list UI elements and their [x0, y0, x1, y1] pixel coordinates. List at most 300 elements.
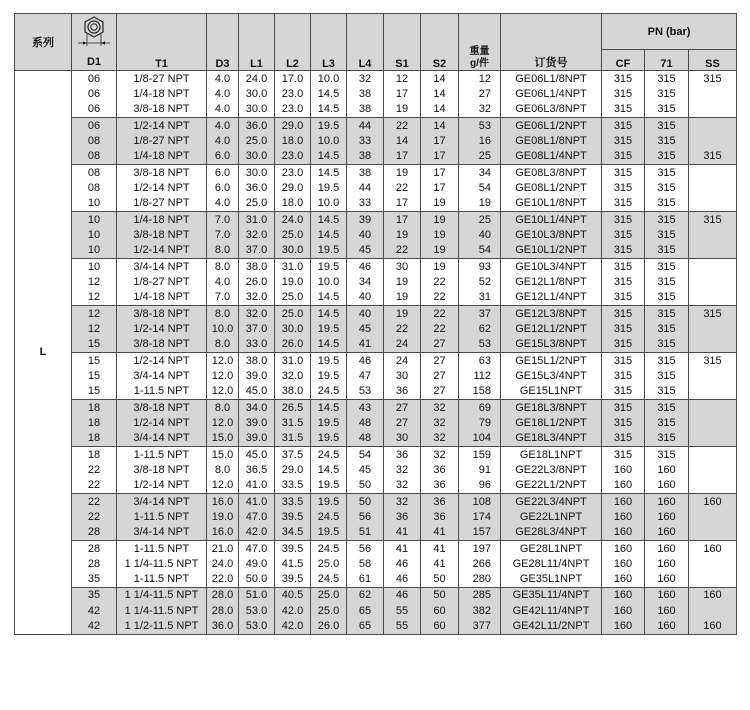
cell-pn-cf: 315 [602, 243, 645, 259]
table-row [15, 337, 737, 353]
cell-t1: 1/2-14 NPT [117, 180, 207, 195]
header-l4: L4 [347, 14, 384, 71]
table-row [15, 227, 737, 242]
cell-d3: 8.0 [207, 462, 239, 477]
cell-pn-71: 315 [645, 227, 689, 242]
cell-t1: 1-11.5 NPT [117, 509, 207, 524]
cell-order-number: GE42L11/4NPT [501, 603, 602, 618]
table-row [15, 368, 737, 383]
cell-weight: 53 [459, 117, 501, 133]
cell-order-number: GE08L1/4NPT [501, 149, 602, 165]
cell-s2: 41 [421, 525, 459, 541]
cell-l4: 38 [347, 102, 384, 118]
cell-weight: 108 [459, 493, 501, 509]
cell-pn-ss [689, 227, 737, 242]
cell-d3: 8.0 [207, 399, 239, 415]
table-row [15, 399, 737, 415]
cell-pn-cf: 315 [602, 290, 645, 306]
cell-l1: 24.0 [239, 71, 275, 87]
cell-l3: 19.5 [311, 493, 347, 509]
header-s1: S1 [384, 14, 421, 71]
cell-pn-71: 315 [645, 133, 689, 148]
cell-t1: 1/2-14 NPT [117, 352, 207, 368]
cell-weight: 19 [459, 196, 501, 212]
header-order-number: 订货号 [501, 14, 602, 71]
cell-l4: 45 [347, 321, 384, 336]
cell-l1: 25.0 [239, 133, 275, 148]
cell-s1: 32 [384, 493, 421, 509]
cell-s1: 19 [384, 227, 421, 242]
header-d3: D3 [207, 14, 239, 71]
cell-l2: 41.5 [275, 556, 311, 571]
cell-l4: 54 [347, 446, 384, 462]
cell-l4: 41 [347, 337, 384, 353]
cell-s2: 22 [421, 274, 459, 289]
cell-s2: 19 [421, 211, 459, 227]
cell-pn-71: 315 [645, 274, 689, 289]
cell-d3: 12.0 [207, 415, 239, 430]
cell-pn-71: 160 [645, 587, 689, 603]
cell-d3: 7.0 [207, 227, 239, 242]
cell-l4: 58 [347, 556, 384, 571]
cell-l3: 19.5 [311, 415, 347, 430]
cell-pn-ss: 315 [689, 71, 737, 87]
cell-pn-ss [689, 86, 737, 101]
cell-pn-ss [689, 446, 737, 462]
cell-l2: 42.0 [275, 603, 311, 618]
cell-weight: 54 [459, 180, 501, 195]
cell-weight: 16 [459, 133, 501, 148]
cell-s1: 22 [384, 243, 421, 259]
cell-order-number: GE08L1/8NPT [501, 133, 602, 148]
cell-l4: 43 [347, 399, 384, 415]
cell-l2: 18.0 [275, 196, 311, 212]
cell-t1: 1/4-18 NPT [117, 211, 207, 227]
table-row [15, 86, 737, 101]
cell-pn-ss [689, 196, 737, 212]
header-series: 系列 [15, 14, 72, 71]
cell-s2: 19 [421, 258, 459, 274]
cell-pn-cf: 160 [602, 618, 645, 634]
cell-pn-cf: 160 [602, 540, 645, 556]
cell-d1: 15 [72, 352, 117, 368]
cell-s1: 27 [384, 415, 421, 430]
cell-d1: 15 [72, 384, 117, 400]
cell-s1: 17 [384, 149, 421, 165]
cell-l1: 34.0 [239, 399, 275, 415]
cell-t1: 3/8-18 NPT [117, 102, 207, 118]
cell-l4: 65 [347, 618, 384, 634]
cell-l1: 37.0 [239, 321, 275, 336]
cell-s2: 19 [421, 196, 459, 212]
cell-d1: 12 [72, 274, 117, 289]
cell-pn-71: 160 [645, 618, 689, 634]
cell-t1: 1/8-27 NPT [117, 274, 207, 289]
cell-l1: 45.0 [239, 446, 275, 462]
cell-s1: 30 [384, 258, 421, 274]
cell-t1: 1-11.5 NPT [117, 384, 207, 400]
cell-t1: 3/8-18 NPT [117, 164, 207, 180]
cell-t1: 3/4-14 NPT [117, 431, 207, 447]
cell-l2: 30.0 [275, 243, 311, 259]
cell-s1: 46 [384, 556, 421, 571]
cell-l2: 38.0 [275, 384, 311, 400]
cell-pn-71: 160 [645, 540, 689, 556]
cell-pn-71: 160 [645, 478, 689, 494]
cell-d1: 08 [72, 149, 117, 165]
cell-l1: 25.0 [239, 196, 275, 212]
cell-s2: 14 [421, 102, 459, 118]
cell-s2: 17 [421, 149, 459, 165]
cell-l1: 36.0 [239, 180, 275, 195]
cell-order-number: GE42L11/2NPT [501, 618, 602, 634]
cell-d3: 7.0 [207, 211, 239, 227]
cell-d1: 18 [72, 431, 117, 447]
cell-pn-ss [689, 243, 737, 259]
header-l1: L1 [239, 14, 275, 71]
cell-weight: 31 [459, 290, 501, 306]
cell-l4: 62 [347, 587, 384, 603]
cell-order-number: GE15L1/2NPT [501, 352, 602, 368]
cell-pn-71: 160 [645, 556, 689, 571]
cell-pn-cf: 160 [602, 572, 645, 588]
cell-l4: 33 [347, 196, 384, 212]
cell-l2: 23.0 [275, 102, 311, 118]
cell-l1: 39.0 [239, 415, 275, 430]
cell-s1: 36 [384, 384, 421, 400]
header-l2: L2 [275, 14, 311, 71]
cell-l4: 61 [347, 572, 384, 588]
cell-pn-71: 315 [645, 71, 689, 87]
cell-order-number: GE10L3/4NPT [501, 258, 602, 274]
cell-l3: 19.5 [311, 180, 347, 195]
cell-order-number: GE12L1/8NPT [501, 274, 602, 289]
cell-d1: 42 [72, 603, 117, 618]
cell-l4: 56 [347, 540, 384, 556]
cell-s1: 24 [384, 352, 421, 368]
cell-l3: 14.5 [311, 337, 347, 353]
cell-l3: 14.5 [311, 399, 347, 415]
cell-pn-ss [689, 415, 737, 430]
cell-l3: 26.0 [311, 618, 347, 634]
cell-s1: 14 [384, 133, 421, 148]
table-row [15, 71, 737, 87]
cell-d1: 18 [72, 415, 117, 430]
cell-l1: 32.0 [239, 290, 275, 306]
cell-weight: 158 [459, 384, 501, 400]
cell-s2: 41 [421, 540, 459, 556]
cell-d3: 12.0 [207, 478, 239, 494]
cell-pn-ss [689, 321, 737, 336]
cell-weight: 69 [459, 399, 501, 415]
cell-l2: 25.0 [275, 227, 311, 242]
table-row [15, 572, 737, 588]
cell-l1: 49.0 [239, 556, 275, 571]
cell-pn-cf: 315 [602, 117, 645, 133]
cell-t1: 1/8-27 NPT [117, 196, 207, 212]
table-row [15, 431, 737, 447]
cell-weight: 37 [459, 305, 501, 321]
cell-l2: 25.0 [275, 290, 311, 306]
cell-t1: 1/2-14 NPT [117, 117, 207, 133]
cell-t1: 1/4-18 NPT [117, 149, 207, 165]
cell-l1: 45.0 [239, 384, 275, 400]
cell-d1: 06 [72, 86, 117, 101]
cell-l3: 25.0 [311, 587, 347, 603]
cell-l1: 37.0 [239, 243, 275, 259]
cell-s2: 17 [421, 133, 459, 148]
cell-pn-71: 160 [645, 509, 689, 524]
cell-l2: 31.5 [275, 415, 311, 430]
cell-l2: 23.0 [275, 149, 311, 165]
cell-weight: 40 [459, 227, 501, 242]
cell-l3: 24.5 [311, 572, 347, 588]
cell-l4: 32 [347, 71, 384, 87]
cell-order-number: GE12L1/2NPT [501, 321, 602, 336]
cell-s2: 19 [421, 243, 459, 259]
cell-l3: 14.5 [311, 462, 347, 477]
cell-d3: 4.0 [207, 86, 239, 101]
cell-s2: 22 [421, 305, 459, 321]
cell-order-number: GE28L3/4NPT [501, 525, 602, 541]
cell-pn-71: 160 [645, 493, 689, 509]
cell-l4: 40 [347, 227, 384, 242]
cell-l2: 26.5 [275, 399, 311, 415]
cell-s1: 22 [384, 180, 421, 195]
cell-l1: 38.0 [239, 258, 275, 274]
cell-pn-71: 160 [645, 525, 689, 541]
cell-l3: 25.0 [311, 556, 347, 571]
table-row [15, 540, 737, 556]
cell-order-number: GE22L1NPT [501, 509, 602, 524]
table-row [15, 446, 737, 462]
cell-pn-ss [689, 290, 737, 306]
cell-weight: 174 [459, 509, 501, 524]
cell-d1: 06 [72, 71, 117, 87]
cell-l3: 14.5 [311, 149, 347, 165]
cell-l3: 10.0 [311, 71, 347, 87]
cell-pn-71: 315 [645, 321, 689, 336]
cell-weight: 157 [459, 525, 501, 541]
cell-t1: 1 1/2-11.5 NPT [117, 618, 207, 634]
cell-order-number: GE06L3/8NPT [501, 102, 602, 118]
cell-l1: 30.0 [239, 86, 275, 101]
cell-l2: 29.0 [275, 117, 311, 133]
table-row [15, 211, 737, 227]
cell-l2: 39.5 [275, 572, 311, 588]
cell-pn-ss: 315 [689, 149, 737, 165]
cell-pn-ss [689, 368, 737, 383]
table-row [15, 305, 737, 321]
cell-t1: 1-11.5 NPT [117, 540, 207, 556]
cell-d1: 22 [72, 509, 117, 524]
cell-pn-cf: 315 [602, 211, 645, 227]
cell-s1: 22 [384, 117, 421, 133]
cell-weight: 53 [459, 337, 501, 353]
cell-pn-71: 315 [645, 305, 689, 321]
cell-s2: 41 [421, 556, 459, 571]
cell-l2: 23.0 [275, 164, 311, 180]
cell-pn-cf: 315 [602, 133, 645, 148]
header-t1: T1 [117, 14, 207, 71]
cell-l2: 18.0 [275, 133, 311, 148]
cell-l1: 53.0 [239, 618, 275, 634]
cell-pn-cf: 315 [602, 368, 645, 383]
cell-d3: 28.0 [207, 587, 239, 603]
table-row [15, 133, 737, 148]
cell-pn-71: 315 [645, 446, 689, 462]
cell-l2: 31.0 [275, 352, 311, 368]
cell-s1: 46 [384, 587, 421, 603]
cell-l4: 33 [347, 133, 384, 148]
cell-pn-cf: 315 [602, 258, 645, 274]
cell-l1: 47.0 [239, 509, 275, 524]
header-d1: D1 [72, 53, 117, 71]
cell-d3: 8.0 [207, 243, 239, 259]
cell-l1: 47.0 [239, 540, 275, 556]
table-row [15, 603, 737, 618]
cell-d3: 28.0 [207, 603, 239, 618]
cell-pn-ss [689, 556, 737, 571]
cell-s1: 19 [384, 164, 421, 180]
table-row [15, 618, 737, 634]
cell-weight: 285 [459, 587, 501, 603]
cell-t1: 1/4-18 NPT [117, 86, 207, 101]
cell-s2: 14 [421, 86, 459, 101]
cell-pn-71: 315 [645, 149, 689, 165]
cell-l2: 17.0 [275, 71, 311, 87]
cell-l3: 14.5 [311, 102, 347, 118]
header-pn-ss: SS [689, 50, 737, 71]
cell-l4: 45 [347, 243, 384, 259]
cell-s2: 50 [421, 572, 459, 588]
cell-d1: 15 [72, 368, 117, 383]
cell-pn-cf: 315 [602, 164, 645, 180]
header-weight [459, 14, 501, 71]
cell-l2: 24.0 [275, 211, 311, 227]
cell-s1: 24 [384, 337, 421, 353]
cell-pn-cf: 315 [602, 274, 645, 289]
cell-s2: 32 [421, 446, 459, 462]
cell-d1: 18 [72, 399, 117, 415]
cell-d3: 15.0 [207, 446, 239, 462]
cell-order-number: GE10L1/4NPT [501, 211, 602, 227]
fitting-spec-table [14, 13, 737, 635]
header-pn-bar: PN (bar) [602, 14, 737, 50]
table-row [15, 478, 737, 494]
cell-order-number: GE08L1/2NPT [501, 180, 602, 195]
cell-s1: 30 [384, 431, 421, 447]
cell-l3: 14.5 [311, 211, 347, 227]
cell-weight: 62 [459, 321, 501, 336]
cell-l2: 34.5 [275, 525, 311, 541]
cell-t1: 1-11.5 NPT [117, 446, 207, 462]
cell-pn-cf: 315 [602, 86, 645, 101]
cell-d3: 4.0 [207, 274, 239, 289]
cell-weight: 96 [459, 478, 501, 494]
cell-pn-cf: 315 [602, 352, 645, 368]
cell-d3: 4.0 [207, 133, 239, 148]
table-row [15, 493, 737, 509]
cell-l4: 34 [347, 274, 384, 289]
cell-pn-ss [689, 399, 737, 415]
cell-d3: 8.0 [207, 258, 239, 274]
cell-d3: 4.0 [207, 102, 239, 118]
spec-table-body [15, 71, 737, 635]
cell-l1: 38.0 [239, 352, 275, 368]
cell-l1: 30.0 [239, 164, 275, 180]
cell-order-number: GE22L3/8NPT [501, 462, 602, 477]
cell-d1: 08 [72, 133, 117, 148]
cell-pn-cf: 315 [602, 415, 645, 430]
cell-d1: 12 [72, 321, 117, 336]
cell-pn-cf: 315 [602, 399, 645, 415]
cell-pn-cf: 160 [602, 556, 645, 571]
cell-weight: 25 [459, 211, 501, 227]
cell-d3: 19.0 [207, 509, 239, 524]
table-row [15, 164, 737, 180]
cell-s2: 22 [421, 321, 459, 336]
cell-pn-71: 315 [645, 352, 689, 368]
cell-l2: 40.5 [275, 587, 311, 603]
cell-d3: 8.0 [207, 337, 239, 353]
cell-s2: 36 [421, 509, 459, 524]
cell-d1: 22 [72, 493, 117, 509]
cell-d1: 12 [72, 305, 117, 321]
cell-s2: 27 [421, 368, 459, 383]
cell-d3: 6.0 [207, 149, 239, 165]
table-row [15, 352, 737, 368]
cell-l2: 31.0 [275, 258, 311, 274]
cell-d3: 22.0 [207, 572, 239, 588]
cell-l3: 24.5 [311, 540, 347, 556]
cell-d3: 16.0 [207, 493, 239, 509]
cell-order-number: GE10L3/8NPT [501, 227, 602, 242]
cell-l1: 26.0 [239, 274, 275, 289]
cell-t1: 3/8-18 NPT [117, 337, 207, 353]
cell-l4: 65 [347, 603, 384, 618]
table-row [15, 509, 737, 524]
cell-s2: 32 [421, 431, 459, 447]
cell-weight: 12 [459, 71, 501, 87]
cell-s1: 36 [384, 509, 421, 524]
cell-s1: 19 [384, 290, 421, 306]
cell-s2: 27 [421, 337, 459, 353]
cell-l4: 48 [347, 415, 384, 430]
cell-pn-cf: 160 [602, 493, 645, 509]
cell-order-number: GE18L1NPT [501, 446, 602, 462]
cell-pn-ss [689, 509, 737, 524]
cell-order-number: GE10L1/2NPT [501, 243, 602, 259]
table-row [15, 258, 737, 274]
table-row [15, 587, 737, 603]
cell-pn-ss [689, 525, 737, 541]
cell-l3: 14.5 [311, 86, 347, 101]
cell-s2: 27 [421, 352, 459, 368]
cell-s1: 17 [384, 196, 421, 212]
header-pn-71: 71 [645, 50, 689, 71]
cell-pn-cf: 315 [602, 305, 645, 321]
cell-pn-71: 315 [645, 102, 689, 118]
cell-pn-ss [689, 180, 737, 195]
cell-l4: 50 [347, 478, 384, 494]
cell-d3: 6.0 [207, 180, 239, 195]
cell-d3: 6.0 [207, 164, 239, 180]
cell-pn-cf: 315 [602, 384, 645, 400]
cell-pn-71: 315 [645, 384, 689, 400]
cell-d1: 10 [72, 243, 117, 259]
cell-l1: 31.0 [239, 211, 275, 227]
